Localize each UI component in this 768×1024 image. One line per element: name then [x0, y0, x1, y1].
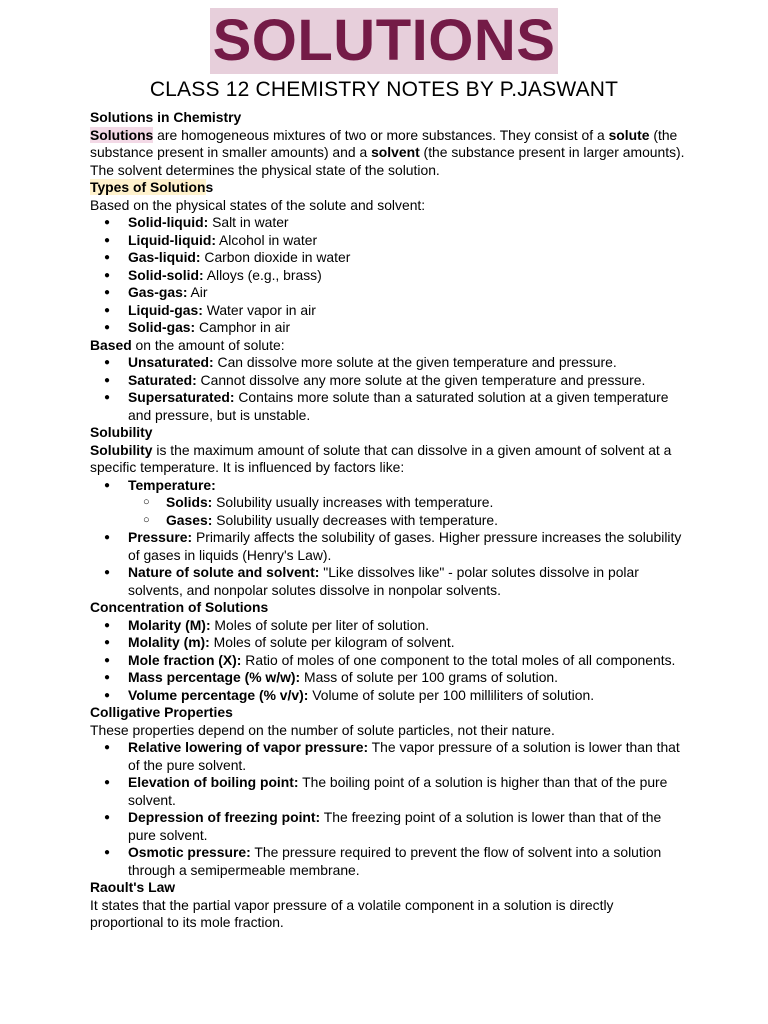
list-item: [90, 372, 690, 390]
list-item-label: Pressure:: [128, 529, 193, 545]
list-item-label: Mass percentage (% w/w):: [128, 669, 301, 685]
types-heading-rest: s: [205, 179, 214, 195]
list-item: [90, 354, 690, 372]
list-item: [90, 249, 690, 267]
list-item-text: Cannot dissolve any more solute at the given temperature and pressure.: [196, 371, 646, 388]
sublist-item-text: Solubility usually decreases with temperature.: [212, 511, 499, 528]
colligative-intro: These properties depend on the number of solute particles, not their nature.: [90, 721, 555, 738]
list-item-label: Gas-gas:: [128, 284, 188, 300]
list-item: [90, 564, 690, 599]
physical-states-intro: Based on the physical states of the solute and solvent:: [90, 196, 426, 213]
list-item-text: Alloys (e.g., brass): [203, 266, 322, 283]
solubility-text: is the maximum amount of solute that can dissolve in a given amount of solvent at a specific temperature. It is influenced by factors like:: [90, 441, 672, 475]
list-item: [90, 214, 690, 232]
list-item: [90, 774, 690, 809]
list-item-label: Supersaturated:: [128, 389, 235, 405]
concentration-list: [90, 617, 690, 705]
list-item-label: Mole fraction (X):: [128, 651, 242, 668]
list-item-text: The freezing point of a solution is lower than that of the pure solvent.: [128, 809, 662, 843]
intro-paragraph: [90, 127, 690, 180]
sublist-item: [128, 494, 690, 512]
list-item: [90, 232, 690, 250]
list-item: [90, 284, 690, 302]
intro-text-1: are homogeneous mixtures of two or more substances. They consist of a: [153, 126, 609, 143]
list-item: [90, 809, 690, 844]
list-item: [90, 652, 690, 670]
list-item-label: Temperature:: [128, 476, 216, 493]
list-item: [90, 634, 690, 652]
title-container: [0, 8, 768, 74]
list-item: [90, 389, 690, 424]
intro-text-3: (the substance present in larger amounts). The solvent determines the physical state of the solution.: [90, 144, 685, 178]
list-item-label: Osmotic pressure:: [128, 844, 251, 860]
section-heading-solubility: Solubility: [90, 424, 153, 440]
list-item-label: Solid-liquid:: [128, 214, 209, 230]
list-item-text: Carbon dioxide in water: [200, 249, 351, 265]
list-item-label: Gas-liquid:: [128, 249, 201, 265]
list-item-label: Liquid-liquid:: [128, 231, 216, 248]
list-item: [90, 669, 690, 687]
list-item-label: Solid-solid:: [128, 266, 204, 283]
list-item-label: Depression of freezing point:: [128, 809, 321, 825]
list-item-text: Moles of solute per liter of solution.: [210, 616, 430, 633]
solubility-term: Solubility: [90, 441, 153, 458]
list-item-label: Solid-gas:: [128, 319, 196, 335]
list-item: [90, 302, 690, 320]
document-body: [90, 109, 690, 932]
list-item-label: Elevation of boiling point:: [128, 774, 299, 790]
list-item-label: Unsaturated:: [128, 354, 214, 370]
list-item-text: The boiling point of a solution is higher than that of the pure solvent.: [128, 774, 668, 808]
section-heading-concentration: Concentration of Solutions: [90, 599, 269, 615]
list-item-text: Air: [187, 284, 208, 300]
list-item: [90, 267, 690, 285]
sublist-item-text: Solubility usually increases with temperature.: [212, 494, 494, 510]
temperature-sublist: [128, 494, 690, 529]
solubility-paragraph: [90, 442, 690, 477]
amount-of-solute-intro: [90, 337, 690, 355]
list-item-text: Can dissolve more solute at the given temperature and pressure.: [213, 354, 617, 370]
list-item-text: Contains more solute than a saturated solution at a given temperature and pressure, but is unstable.: [128, 389, 669, 423]
list-item-text: "Like dissolves like" - polar solutes dissolve in polar solvents, and nonpolar solutes dissolve in nonpolar solvents.: [128, 564, 639, 598]
list-item-label: Molality (m):: [128, 634, 210, 650]
list-item: [90, 617, 690, 635]
list-item-label: Relative lowering of vapor pressure:: [128, 739, 369, 755]
list-item-text: The pressure required to prevent the flow of solvent into a solution through a semipermeable membrane.: [128, 844, 662, 878]
list-item-text: Salt in water: [208, 214, 289, 230]
types-heading-highlight: Types of Solution: [90, 179, 206, 195]
list-item: [90, 739, 690, 774]
solute-term: solute: [608, 126, 650, 143]
list-item: [90, 844, 690, 879]
physical-states-list: [90, 214, 690, 337]
list-item-text: Volume of solute per 100 milliliters of solution.: [308, 686, 595, 703]
list-item-text: The vapor pressure of a solution is lower than that of the pure solvent.: [128, 739, 680, 773]
amount-of-solute-list: [90, 354, 690, 424]
list-item-text: Water vapor in air: [202, 301, 316, 318]
sublist-item: [128, 512, 690, 530]
list-item-text: Alcohol in water: [215, 231, 318, 248]
list-item-label: Liquid-gas:: [128, 301, 203, 318]
intro-text-2: (the substance present in smaller amounts) and a: [90, 126, 678, 160]
sublist-item-label: Gases:: [166, 511, 213, 528]
document-title: SOLUTIONS: [210, 8, 559, 74]
list-item-text: Camphor in air: [195, 319, 291, 335]
raoults-law-paragraph: It states that the partial vapor pressure of a volatile component in a solution is directly proportional to its mole fraction.: [90, 896, 614, 930]
list-item-text: Mass of solute per 100 grams of solution.: [300, 669, 559, 685]
section-heading-raoults-law: Raoult's Law: [90, 879, 176, 895]
document-subtitle: CLASS 12 CHEMISTRY NOTES BY P.JASWANT: [149, 78, 619, 101]
section-heading-types-of-solutions: [90, 179, 690, 197]
list-item: [90, 477, 690, 530]
list-item: [90, 319, 690, 337]
based-term: Based: [90, 336, 132, 353]
solubility-factors-list: [90, 477, 690, 600]
list-item-text: Moles of solute per kilogram of solvent.: [209, 634, 455, 650]
section-heading-colligative: Colligative Properties: [90, 704, 233, 720]
list-item-text: Ratio of moles of one component to the total moles of all components.: [241, 651, 676, 668]
solutions-term: Solutions: [90, 126, 154, 143]
list-item-label: Saturated:: [128, 371, 197, 388]
colligative-list: [90, 739, 690, 879]
list-item-label: Molarity (M):: [128, 616, 211, 633]
list-item-label: Volume percentage (% v/v):: [128, 686, 309, 703]
solvent-term: solvent: [371, 144, 420, 160]
list-item-label: Nature of solute and solvent:: [128, 564, 320, 580]
section-heading-solutions-in-chemistry: Solutions in Chemistry: [90, 109, 242, 125]
sublist-item-label: Solids:: [166, 494, 213, 510]
list-item: [90, 687, 690, 705]
amount-intro-text: on the amount of solute:: [131, 336, 285, 353]
list-item-text: Primarily affects the solubility of gases. Higher pressure increases the solubility of gases in liquids (Henry's Law).: [128, 529, 682, 563]
list-item: [90, 529, 690, 564]
